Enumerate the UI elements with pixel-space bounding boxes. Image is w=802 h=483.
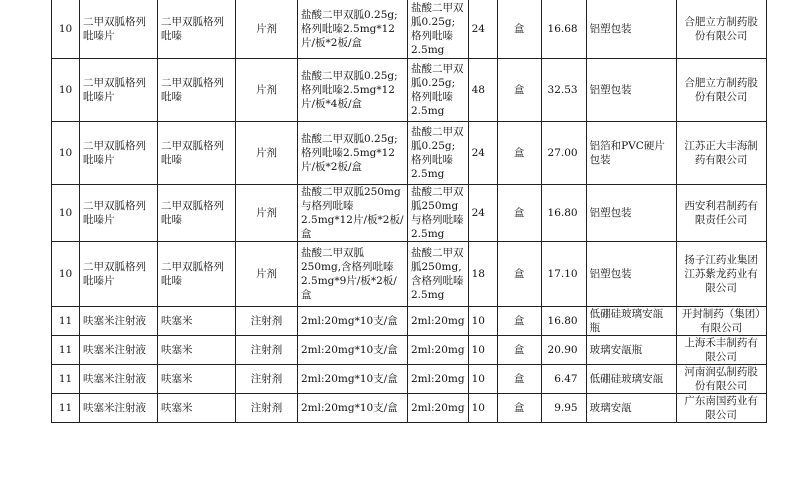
cell-package-spec: 盐酸二甲双胍250mg与格列吡嗪2.5mg*12片/板*2板/盒 xyxy=(298,185,408,242)
cell-drug-name: 二甲双胍格列吡嗪片 xyxy=(80,122,158,185)
cell-generic-name: 二甲双胍格列吡嗪 xyxy=(158,242,236,307)
cell-dosage-form: 注射剂 xyxy=(236,394,298,423)
cell-manufacturer: 扬子江药业集团江苏紫龙药业有限公司 xyxy=(676,242,766,307)
cell-drug-name: 二甲双胍格列吡嗪片 xyxy=(80,185,158,242)
cell-packaging-material: 玻璃安瓿 xyxy=(586,394,676,423)
cell-unit-spec: 2ml:20mg xyxy=(408,336,469,365)
cell-manufacturer: 河南润弘制药股份有限公司 xyxy=(676,365,766,394)
cell-dosage-form: 注射剂 xyxy=(236,336,298,365)
cell-price: 16.80 xyxy=(541,307,586,336)
cell-packaging-material: 低硼硅玻璃安瓿 xyxy=(586,365,676,394)
cell-generic-name: 呋塞米 xyxy=(158,307,236,336)
cell-dosage-form: 注射剂 xyxy=(236,365,298,394)
cell-pack-unit: 盒 xyxy=(497,185,541,242)
cell-quantity: 24 xyxy=(468,185,497,242)
cell-packaging-material: 铝塑包装 xyxy=(586,0,676,59)
cell-price: 17.10 xyxy=(541,242,586,307)
table-row xyxy=(52,122,767,185)
cell-generic-name: 呋塞米 xyxy=(158,336,236,365)
cell-package-spec: 盐酸二甲双胍0.25g;格列吡嗪2.5mg*12片/板*4板/盒 xyxy=(298,59,408,122)
cell-price: 16.80 xyxy=(541,185,586,242)
cell-unit-spec: 2ml:20mg xyxy=(408,394,469,423)
cell-manufacturer: 合肥立方制药股份有限公司 xyxy=(676,59,766,122)
cell-dosage-form: 片剂 xyxy=(236,59,298,122)
cell-pack-unit: 盒 xyxy=(497,242,541,307)
cell-pack-unit: 盒 xyxy=(497,0,541,59)
cell-dosage-form: 片剂 xyxy=(236,0,298,59)
cell-package-spec: 2ml:20mg*10支/盒 xyxy=(298,336,408,365)
cell-package-spec: 2ml:20mg*10支/盒 xyxy=(298,307,408,336)
table-row xyxy=(52,59,767,122)
cell-pack-unit: 盒 xyxy=(497,394,541,423)
cell-packaging-material: 低硼硅玻璃安瓿瓶 xyxy=(586,307,676,336)
cell-manufacturer: 西安利君制药有限责任公司 xyxy=(676,185,766,242)
cell-row-number: 10 xyxy=(52,59,80,122)
cell-dosage-form: 片剂 xyxy=(236,185,298,242)
cell-unit-spec: 盐酸二甲双胍250mg,含格列吡嗪2.5mg xyxy=(408,242,469,307)
cell-row-number: 11 xyxy=(52,307,80,336)
cell-generic-name: 二甲双胍格列吡嗪 xyxy=(158,59,236,122)
cell-packaging-material: 铝塑包装 xyxy=(586,185,676,242)
cell-price: 16.68 xyxy=(541,0,586,59)
table-row xyxy=(52,0,767,59)
cell-unit-spec: 2ml:20mg xyxy=(408,307,469,336)
cell-quantity: 24 xyxy=(468,0,497,59)
table-row xyxy=(52,307,767,336)
cell-manufacturer: 合肥立方制药股份有限公司 xyxy=(676,0,766,59)
cell-dosage-form: 注射剂 xyxy=(236,307,298,336)
cell-unit-spec: 盐酸二甲双胍0.25g;格列吡嗪2.5mg xyxy=(408,0,469,59)
cell-packaging-material: 铝箔和PVC硬片包装 xyxy=(586,122,676,185)
cell-packaging-material: 玻璃安瓿瓶 xyxy=(586,336,676,365)
cell-quantity: 48 xyxy=(468,59,497,122)
cell-unit-spec: 盐酸二甲双胍0.25g;格列吡嗪2.5mg xyxy=(408,59,469,122)
cell-price: 20.90 xyxy=(541,336,586,365)
cell-row-number: 10 xyxy=(52,185,80,242)
cell-generic-name: 呋塞米 xyxy=(158,365,236,394)
cell-drug-name: 呋塞米注射液 xyxy=(80,394,158,423)
cell-pack-unit: 盒 xyxy=(497,365,541,394)
cell-drug-name: 二甲双胍格列吡嗪片 xyxy=(80,242,158,307)
cell-generic-name: 二甲双胍格列吡嗪 xyxy=(158,122,236,185)
cell-row-number: 11 xyxy=(52,394,80,423)
cell-row-number: 10 xyxy=(52,122,80,185)
cell-quantity: 10 xyxy=(468,336,497,365)
cell-quantity: 18 xyxy=(468,242,497,307)
cell-package-spec: 盐酸二甲双胍250mg,含格列吡嗪2.5mg*9片/板*2板/盒 xyxy=(298,242,408,307)
cell-price: 9.95 xyxy=(541,394,586,423)
cell-quantity: 10 xyxy=(468,365,497,394)
cell-dosage-form: 片剂 xyxy=(236,242,298,307)
cell-package-spec: 盐酸二甲双胍0.25g;格列吡嗪2.5mg*12片/板*2板/盒 xyxy=(298,0,408,59)
cell-generic-name: 二甲双胍格列吡嗪 xyxy=(158,185,236,242)
cell-row-number: 10 xyxy=(52,242,80,307)
cell-generic-name: 二甲双胍格列吡嗪 xyxy=(158,0,236,59)
cell-drug-name: 呋塞米注射液 xyxy=(80,336,158,365)
cell-pack-unit: 盒 xyxy=(497,122,541,185)
cell-price: 27.00 xyxy=(541,122,586,185)
cell-unit-spec: 盐酸二甲双胍0.25g;格列吡嗪2.5mg xyxy=(408,122,469,185)
cell-price: 32.53 xyxy=(541,59,586,122)
cell-pack-unit: 盒 xyxy=(497,307,541,336)
drug-price-table xyxy=(51,0,767,423)
cell-pack-unit: 盒 xyxy=(497,336,541,365)
table-row xyxy=(52,394,767,423)
cell-manufacturer: 江苏正大丰海制药有限公司 xyxy=(676,122,766,185)
cell-packaging-material: 铝塑包装 xyxy=(586,59,676,122)
table-row xyxy=(52,365,767,394)
cell-package-spec: 盐酸二甲双胍0.25g;格列吡嗪2.5mg*12片/板*2板/盒 xyxy=(298,122,408,185)
cell-unit-spec: 盐酸二甲双胍250mg与格列吡嗪2.5mg xyxy=(408,185,469,242)
cell-quantity: 10 xyxy=(468,307,497,336)
cell-quantity: 10 xyxy=(468,394,497,423)
cell-manufacturer: 上海禾丰制药有限公司 xyxy=(676,336,766,365)
cell-manufacturer: 广东南国药业有限公司 xyxy=(676,394,766,423)
cell-quantity: 24 xyxy=(468,122,497,185)
cell-row-number: 11 xyxy=(52,365,80,394)
cell-drug-name: 二甲双胍格列吡嗪片 xyxy=(80,59,158,122)
cell-dosage-form: 片剂 xyxy=(236,122,298,185)
cell-manufacturer: 开封制药（集团）有限公司 xyxy=(676,307,766,336)
table-row xyxy=(52,336,767,365)
cell-drug-name: 呋塞米注射液 xyxy=(80,365,158,394)
cell-package-spec: 2ml:20mg*10支/盒 xyxy=(298,365,408,394)
cell-drug-name: 二甲双胍格列吡嗪片 xyxy=(80,0,158,59)
cell-drug-name: 呋塞米注射液 xyxy=(80,307,158,336)
cell-row-number: 10 xyxy=(52,0,80,59)
cell-packaging-material: 铝塑包装 xyxy=(586,242,676,307)
table-row xyxy=(52,242,767,307)
table-row xyxy=(52,185,767,242)
cell-unit-spec: 2ml:20mg xyxy=(408,365,469,394)
cell-price: 6.47 xyxy=(541,365,586,394)
cell-generic-name: 呋塞米 xyxy=(158,394,236,423)
cell-row-number: 11 xyxy=(52,336,80,365)
cell-package-spec: 2ml:20mg*10支/盒 xyxy=(298,394,408,423)
cell-pack-unit: 盒 xyxy=(497,59,541,122)
